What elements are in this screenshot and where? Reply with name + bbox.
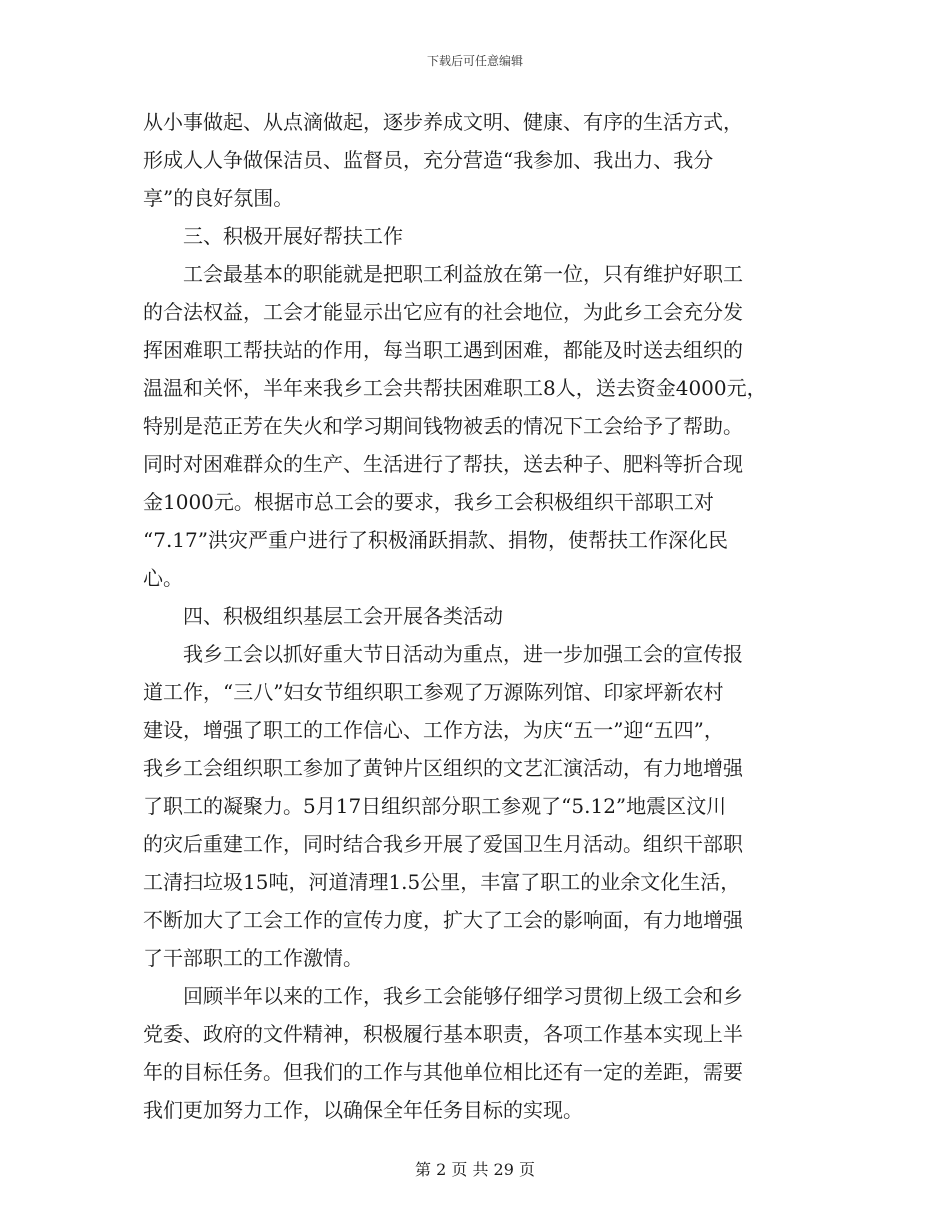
body-line: 我乡工会组织职工参加了黄钟片区组织的文艺汇演活动，有力地增强 [143,756,743,780]
body-line: 道工作，“三八”妇女节组织职工参观了万源陈列馆、印家坪新农村 [143,680,724,704]
body-line: 建设，增强了职工的工作信心、工作方法，为庆“五一”迎“五四”， [143,718,724,742]
body-line: 的灾后重建工作，同时结合我乡开展了爱国卫生月活动。组织干部职 [143,832,743,856]
body-line: 享”的良好氛围。 [143,186,294,210]
body-line: 的合法权益，工会才能显示出它应有的社会地位，为此乡工会充分发 [143,300,743,324]
body-line: 心。 [143,566,183,590]
body-line: 了干部职工的工作激情。 [143,946,363,970]
body-line: 回顾半年以来的工作，我乡工会能够仔细学习贯彻上级工会和乡 [183,984,743,1008]
body-line: 我们更加努力工作，以确保全年任务目标的实现。 [143,1098,583,1122]
body-line: 挥困难职工帮扶站的作用，每当职工遇到困难，都能及时送去组织的 [143,338,743,362]
body-line: 工会最基本的职能就是把职工利益放在第一位，只有维护好职工 [183,262,743,286]
section-heading: 三、积极开展好帮扶工作 [183,224,403,248]
page-header: 下载后可任意编辑 [426,54,523,68]
body-line: 工清扫垃圾15吨，河道清理1.5公里，丰富了职工的业余文化生活， [143,870,741,894]
body-line: 我乡工会以抓好重大节日活动为重点，进一步加强工会的宣传报 [183,642,743,666]
body-line: 年的目标任务。但我们的工作与其他单位相比还有一定的差距，需要 [143,1060,743,1084]
body-line: 从小事做起、从点滴做起，逐步养成文明、健康、有序的生活方式， [143,110,743,134]
body-line: “7.17”洪灾严重户进行了积极涌跃捐款、捐物，使帮扶工作深化民 [143,528,728,552]
body-line: 特别是范正芳在失火和学习期间钱物被丢的情况下工会给予了帮助。 [143,414,743,438]
body-line: 形成人人争做保洁员、监督员，充分营造“我参加、我出力、我分 [143,148,714,172]
body-line: 不断加大了工会工作的宣传力度，扩大了工会的影响面，有力地增强 [143,908,743,932]
body-line: 温温和关怀，半年来我乡工会共帮扶困难职工8人，送去资金4000元， [143,376,767,400]
body-line: 党委、政府的文件精神，积极履行基本职责，各项工作基本实现上半 [143,1022,743,1046]
section-heading: 四、积极组织基层工会开展各类活动 [183,604,503,628]
page-number: 第 2 页 共 29 页 [415,1160,535,1179]
body-line: 了职工的凝聚力。5月17日组织部分职工参观了“5.12”地震区汶川 [143,794,727,818]
body-line: 金1000元。根据市总工会的要求，我乡工会积极组织干部职工对 [143,490,714,514]
body-line: 同时对困难群众的生产、生活进行了帮扶，送去种子、肥料等折合现 [143,452,743,476]
